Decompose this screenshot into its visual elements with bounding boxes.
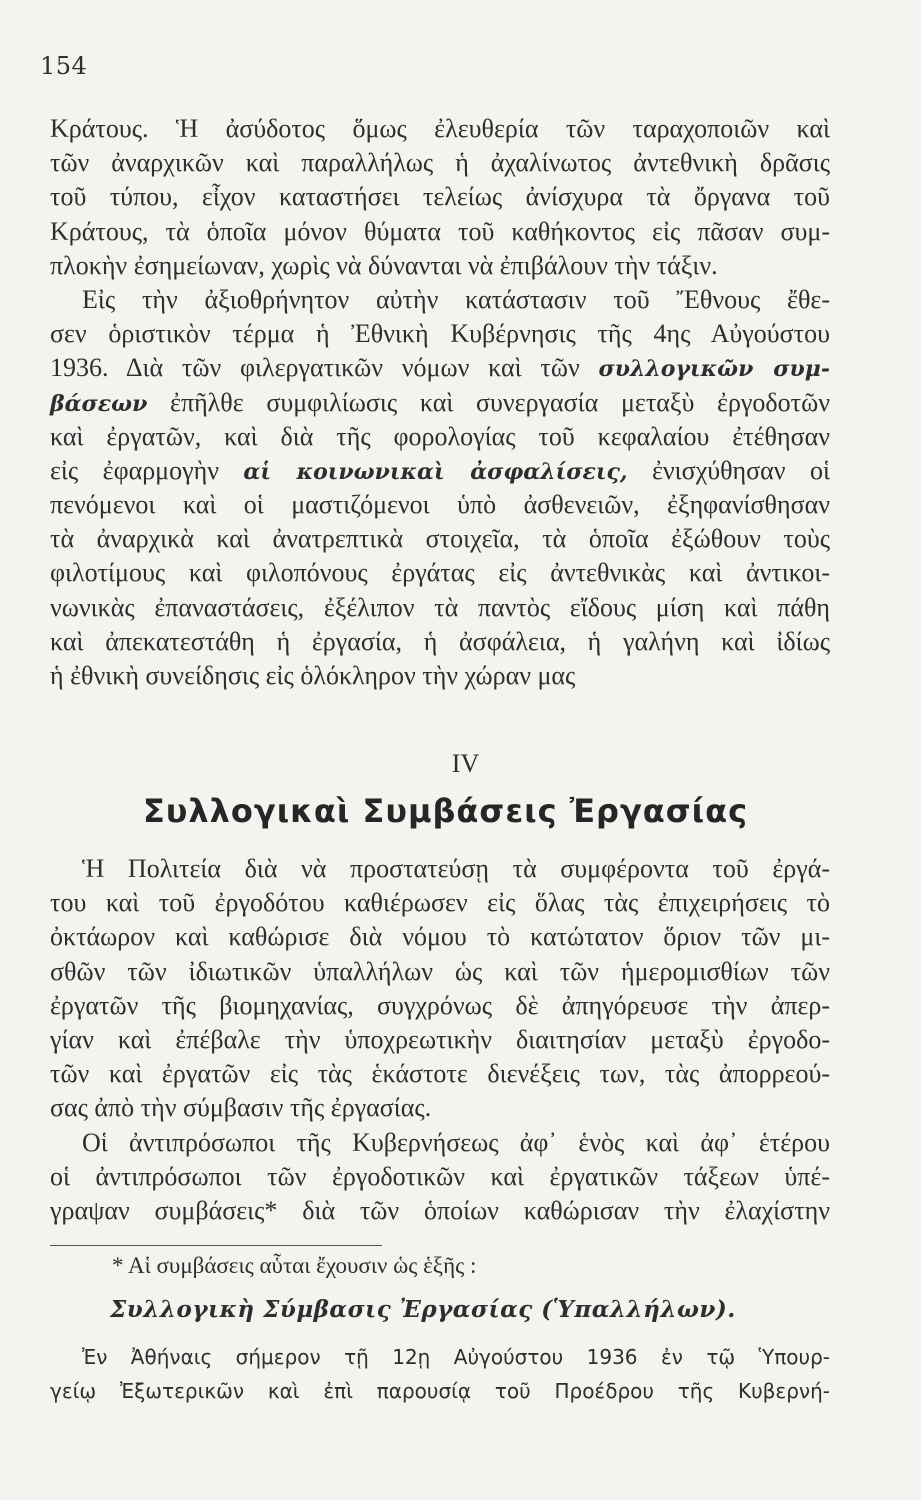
emphasized-text: αἱ κοινωνικαὶ ἀσφαλίσεις,	[243, 458, 628, 485]
text-line	[50, 1091, 830, 1125]
text-segment: τοῦ τύπου, εἶχον καταστήσει τελείως ἀνίσχυρα τὰ ὄργανα τοῦ	[50, 182, 830, 212]
text-line	[50, 955, 830, 989]
footnote-title: Συλλογικὴ Σύμβασις Ἐργασίας (Ὑπαλλήλων).	[110, 1296, 736, 1323]
text-segment: εἰς ἐφαρμογὴν	[50, 455, 244, 485]
text-line	[50, 351, 830, 385]
text-line	[50, 659, 830, 693]
text-line	[50, 522, 830, 556]
text-segment: σθῶν τῶν ἰδιωτικῶν ὑπαλλήλων ὡς καὶ τῶν ἡμερομισθίων τῶν	[50, 956, 830, 986]
footnote-marker: * Αἱ συμβάσεις αὗται ἔχουσιν ὡς ἑξῆς :	[112, 1253, 477, 1278]
text-line	[50, 1126, 830, 1160]
text-segment: Κράτους. Ἡ ἀσύδοτος ὅμως ἐλευθερία τῶν ταραχοποιῶν καὶ	[50, 114, 830, 143]
text-line	[50, 886, 830, 920]
text-segment: τῶν καὶ ἐργατῶν εἰς τὰς ἑκάστοτε διενέξεις των, τὰς ἀπορρεού-	[50, 1059, 830, 1089]
text-segment: καὶ ἐργατῶν, καὶ διὰ τῆς φορολογίας τοῦ κεφαλαίου ἐτέθησαν	[50, 421, 830, 451]
text-segment: 1936. Διὰ τῶν φιλεργατικῶν νόμων καὶ τῶν	[50, 353, 599, 383]
text-line	[50, 1374, 830, 1408]
page-number: 154	[40, 52, 88, 80]
text-segment: Οἱ ἀντιπρόσωποι τῆς Κυβερνήσεως ἀφ᾽ ἑνὸς καὶ ἀφ᾽ ἑτέρου	[82, 1127, 830, 1157]
text-line	[50, 215, 830, 249]
text-segment: πλοκὴν ἐσημείωναν, χωρὶς νὰ δύνανται νὰ ἐπιβάλουν τὴν τάξιν.	[50, 250, 718, 280]
text-segment: καὶ ἀπεκατεστάθη ἡ ἐργασία, ἡ ἀσφάλεια, ἡ γαλήνη καὶ ἰδίως	[50, 626, 830, 656]
text-line	[50, 249, 830, 283]
text-segment: του καὶ τοῦ ἐργοδότου καθιέρωσεν εἰς ὅλας τὰς ἐπιχειρήσεις τὸ	[50, 888, 830, 918]
text-line	[50, 180, 830, 214]
text-segment: πενόμενοι καὶ οἱ μαστιζόμενοι ὑπὸ ἀσθενειῶν, ἐξηφανίσθησαν	[50, 490, 830, 520]
text-line	[50, 1194, 830, 1228]
text-segment: σεν ὁριστικὸν τέρμα ἡ Ἐθνικὴ Κυβέρνησις τῆς 4ης Αὐγούστου	[50, 319, 830, 349]
text-segment: φιλοτίμους καὶ φιλοπόνους ἐργάτας εἰς ἀντεθνικὰς καὶ ἀντικοι-	[50, 558, 830, 588]
text-line	[50, 112, 830, 146]
text-line	[50, 386, 830, 420]
text-segment: ἐργατῶν τῆς βιομηχανίας, συγχρόνως δὲ ἀπηγόρευσε τὴν ἀπερ-	[50, 990, 830, 1020]
text-line	[50, 1160, 830, 1194]
text-segment: Κράτους, τὰ ὁποῖα μόνον θύματα τοῦ καθήκοντος εἰς πᾶσαν συμ-	[50, 216, 830, 246]
text-line	[50, 488, 830, 522]
text-line	[50, 920, 830, 954]
text-segment: νωνικὰς ἐπαναστάσεις, ἐξέλιπον τὰ παντὸς εἴδους μίση καὶ πάθη	[50, 592, 830, 622]
text-segment: Εἰς τὴν ἀξιοθρήνητον αὐτὴν κατάστασιν τοῦ Ἔθνους ἔθε-	[82, 284, 830, 314]
text-segment: ἐπῆλθε συμφιλίωσις καὶ συνεργασία μεταξὺ ἐργοδοτῶν	[147, 387, 830, 417]
text-line	[50, 146, 830, 180]
text-segment: σας ἀπὸ τὴν σύμβασιν τῆς ἐργασίας.	[50, 1093, 432, 1123]
text-line	[50, 454, 830, 488]
text-line	[50, 989, 830, 1023]
text-segment: γίαν καὶ ἐπέβαλε τὴν ὑποχρεωτικὴν διαιτησίαν μεταξὺ ἐργοδο-	[50, 1024, 830, 1054]
text-segment: Ἡ Πολιτεία διὰ νὰ προστατεύσῃ τὰ συμφέροντα τοῦ ἐργά-	[82, 854, 830, 883]
text-segment: ὀκτάωρον καὶ καθώρισε διὰ νόμου τὸ κατώτατον ὅριον τῶν μι-	[50, 922, 830, 952]
text-line	[50, 556, 830, 590]
text-segment: γραψαν συμβάσεις* διὰ τῶν ὁποίων καθώρισαν τὴν ἐλαχίστην	[50, 1195, 830, 1225]
text-line	[50, 283, 830, 317]
footnote-body	[50, 1340, 830, 1408]
text-segment: ἡ ἐθνικὴ συνείδησις εἰς ὁλόκληρον τὴν χώραν μας	[50, 661, 576, 690]
body-text-top	[50, 112, 830, 693]
text-segment: τῶν ἀναρχικῶν καὶ παραλλήλως ἡ ἀχαλίνωτος ἀντεθνικὴ δρᾶσις	[50, 148, 830, 178]
text-segment: οἱ ἀντιπρόσωποι τῶν ἐργοδοτικῶν καὶ ἐργατικῶν τάξεων ὑπέ-	[50, 1161, 830, 1191]
text-line	[50, 1057, 830, 1091]
section-number: IV	[451, 749, 480, 778]
text-line	[50, 1023, 830, 1057]
footnote-divider	[50, 1245, 382, 1246]
section-title: Συλλογικαὶ Συμβάσεις Ἐργασίας	[142, 792, 749, 830]
text-line	[50, 591, 830, 625]
text-line	[50, 625, 830, 659]
text-segment: γείῳ Ἐξωτερικῶν καὶ ἐπὶ παρουσίᾳ τοῦ Προέδρου τῆς Κυβερνή-	[50, 1379, 830, 1403]
text-line	[50, 317, 830, 351]
text-line	[50, 1340, 830, 1374]
text-line	[50, 852, 830, 886]
emphasized-text: βάσεων	[50, 390, 148, 417]
body-text-section	[50, 852, 830, 1228]
text-segment: ἐνισχύθησαν οἱ	[627, 455, 830, 485]
emphasized-text: συλλογικῶν συμ-	[598, 356, 830, 383]
text-line	[50, 420, 830, 454]
text-segment: Ἐν Ἀθήναις σήμερον τῇ 12ῃ Αὐγούστου 1936 ἐν τῷ Ὑπουρ-	[82, 1345, 830, 1369]
text-segment: τὰ ἀναρχικὰ καὶ ἀνατρεπτικὰ στοιχεῖα, τὰ ὁποῖα ἐξώθουν τοὺς	[50, 524, 830, 554]
